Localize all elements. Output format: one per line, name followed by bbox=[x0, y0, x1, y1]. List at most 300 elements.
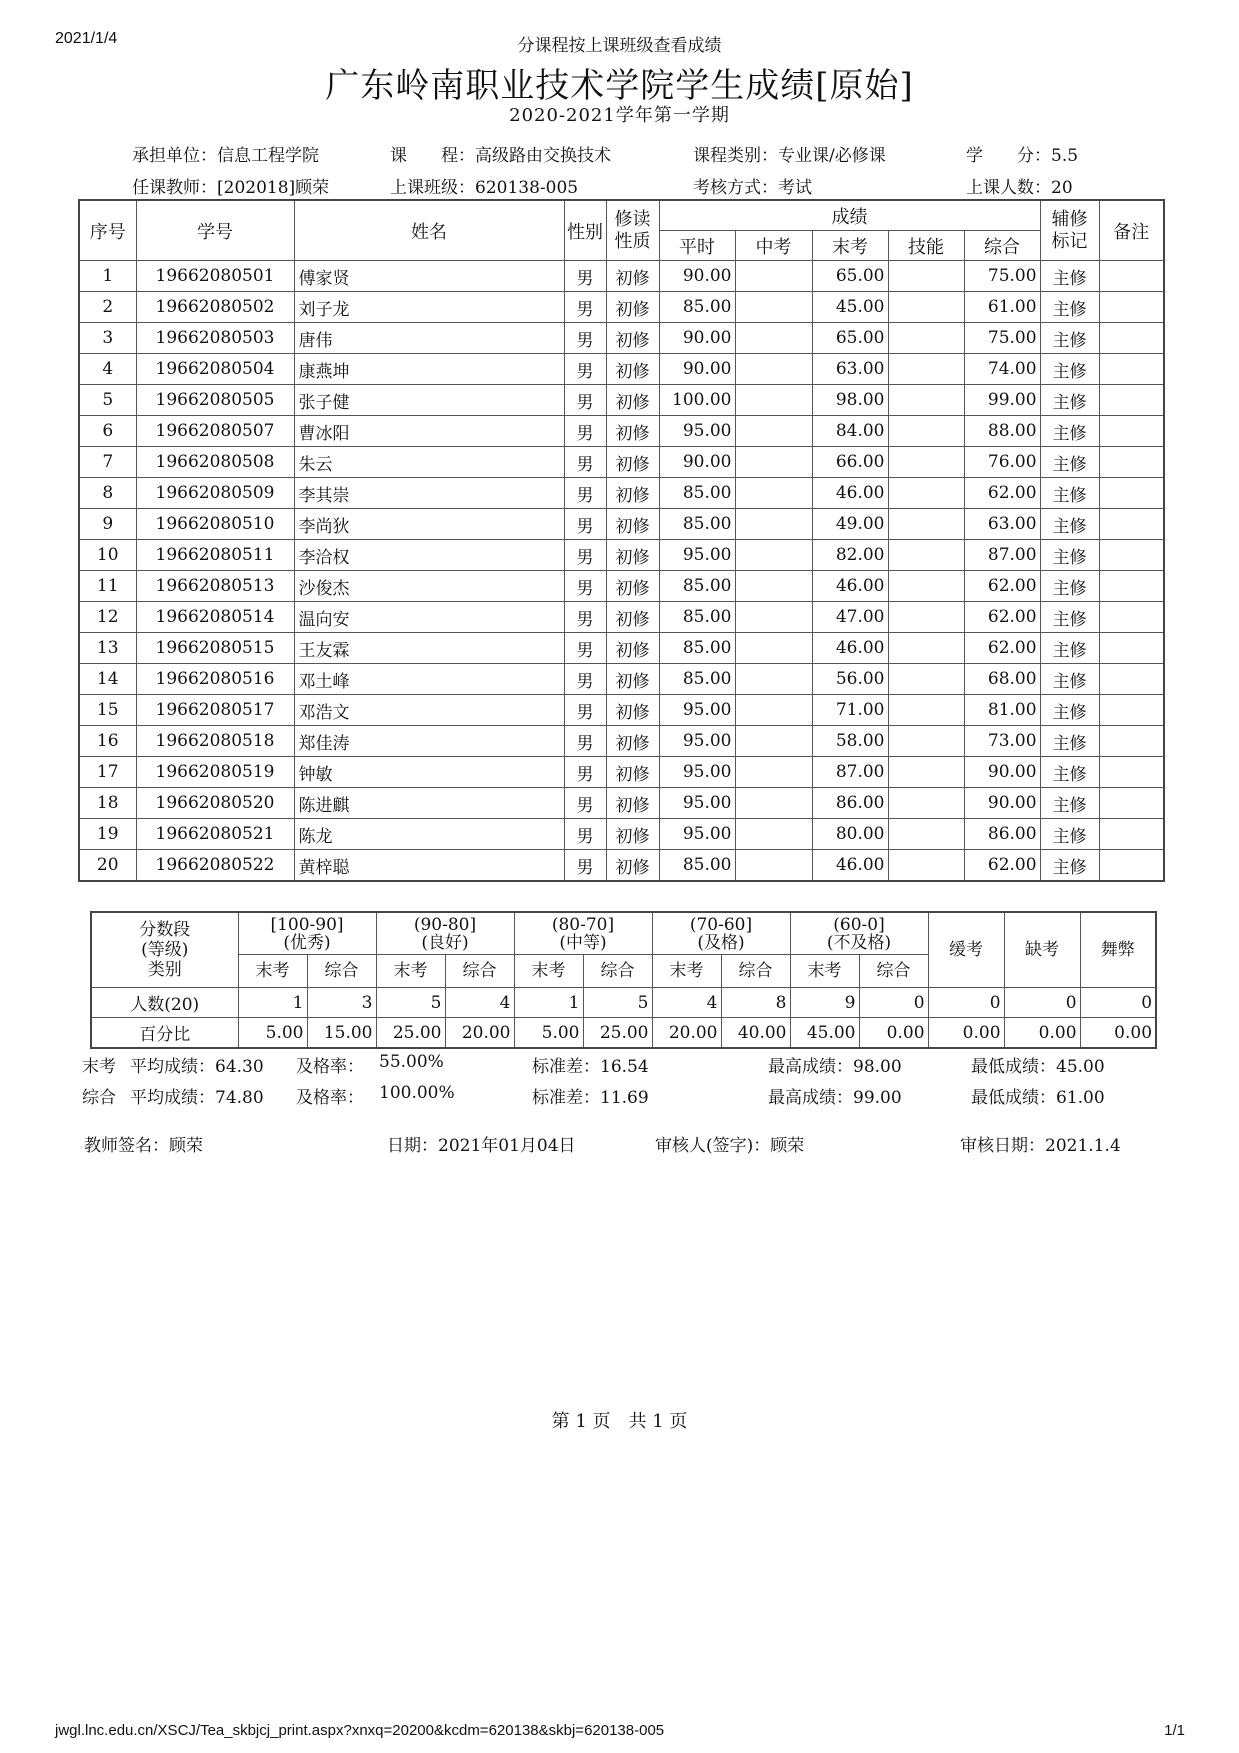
count-cell: 0 bbox=[1004, 988, 1080, 1018]
cell-mid bbox=[735, 540, 812, 571]
table-row bbox=[79, 323, 1164, 354]
cell-nature: 初修 bbox=[606, 416, 659, 447]
cell-remark bbox=[1099, 416, 1164, 447]
count-cell: 5 bbox=[376, 988, 445, 1018]
col-absent: 缺考 bbox=[1004, 912, 1080, 988]
cell-mid bbox=[735, 726, 812, 757]
cell-total: 74.00 bbox=[964, 354, 1040, 385]
cell-usual: 90.00 bbox=[659, 354, 735, 385]
cell-total: 68.00 bbox=[964, 664, 1040, 695]
table-row bbox=[79, 292, 1164, 323]
cell-student-id: 19662080507 bbox=[136, 416, 294, 447]
cell-final: 71.00 bbox=[812, 695, 888, 726]
cell-name: 康燕坤 bbox=[294, 354, 564, 385]
cell-gender: 男 bbox=[564, 788, 606, 819]
audit-date: 审核日期：2021.1.4 bbox=[960, 1136, 1121, 1156]
cell-student-id: 19662080509 bbox=[136, 478, 294, 509]
cell-total: 99.00 bbox=[964, 385, 1040, 416]
count-cell: 4 bbox=[445, 988, 514, 1018]
cell-minor: 主修 bbox=[1040, 323, 1099, 354]
cell-name: 沙俊杰 bbox=[294, 571, 564, 602]
total-max: 最高成绩：99.00 bbox=[768, 1088, 902, 1108]
table-row bbox=[79, 664, 1164, 695]
cell-mid bbox=[735, 850, 812, 882]
cell-mid bbox=[735, 695, 812, 726]
percent-cell: 40.00 bbox=[721, 1018, 790, 1049]
info-credit-label: 学 分： bbox=[966, 146, 1051, 166]
total-label: 综合 bbox=[82, 1088, 116, 1108]
cell-nature: 初修 bbox=[606, 478, 659, 509]
cell-mid bbox=[735, 323, 812, 354]
cell-usual: 85.00 bbox=[659, 478, 735, 509]
cell-usual: 85.00 bbox=[659, 633, 735, 664]
cell-minor: 主修 bbox=[1040, 757, 1099, 788]
cell-student-id: 19662080511 bbox=[136, 540, 294, 571]
cell-mid bbox=[735, 633, 812, 664]
cell-minor: 主修 bbox=[1040, 509, 1099, 540]
final-min: 最低成绩：45.00 bbox=[971, 1057, 1105, 1077]
cell-remark bbox=[1099, 540, 1164, 571]
cell-total: 62.00 bbox=[964, 850, 1040, 882]
cell-name: 李其崇 bbox=[294, 478, 564, 509]
total-pass-rate: 100.00% bbox=[379, 1083, 455, 1103]
cell-gender: 男 bbox=[564, 695, 606, 726]
cell-seq: 6 bbox=[79, 416, 136, 447]
cell-final: 46.00 bbox=[812, 633, 888, 664]
cell-name: 邓浩文 bbox=[294, 695, 564, 726]
cell-final: 58.00 bbox=[812, 726, 888, 757]
info-teacher: 任课教师：[202018]顾荣 bbox=[132, 178, 330, 198]
teacher-signature: 教师签名：顾荣 bbox=[84, 1136, 203, 1156]
cell-name: 陈龙 bbox=[294, 819, 564, 850]
cell-name: 王友霖 bbox=[294, 633, 564, 664]
cell-mid bbox=[735, 602, 812, 633]
cell-total: 87.00 bbox=[964, 540, 1040, 571]
cell-skill bbox=[888, 509, 964, 540]
cell-final: 46.00 bbox=[812, 478, 888, 509]
cell-final: 46.00 bbox=[812, 571, 888, 602]
cell-seq: 4 bbox=[79, 354, 136, 385]
percent-cell: 5.00 bbox=[238, 1018, 307, 1049]
table-row bbox=[79, 447, 1164, 478]
cell-usual: 85.00 bbox=[659, 602, 735, 633]
cell-student-id: 19662080505 bbox=[136, 385, 294, 416]
cell-total: 63.00 bbox=[964, 509, 1040, 540]
cell-minor: 主修 bbox=[1040, 416, 1099, 447]
final-max: 最高成绩：98.00 bbox=[768, 1057, 902, 1077]
cell-minor: 主修 bbox=[1040, 478, 1099, 509]
sub-final: 末考 bbox=[652, 955, 721, 988]
cell-final: 87.00 bbox=[812, 757, 888, 788]
print-header-title: 分课程按上课班级查看成绩 bbox=[517, 36, 722, 55]
cell-mid bbox=[735, 447, 812, 478]
cell-student-id: 19662080504 bbox=[136, 354, 294, 385]
cell-student-id: 19662080501 bbox=[136, 261, 294, 292]
cell-remark bbox=[1099, 292, 1164, 323]
cell-mid bbox=[735, 261, 812, 292]
sign-date: 日期：2021年01月04日 bbox=[387, 1136, 576, 1156]
table-row bbox=[79, 695, 1164, 726]
col-minor: 辅修 标记 bbox=[1040, 200, 1099, 261]
cell-seq: 11 bbox=[79, 571, 136, 602]
sub-final: 末考 bbox=[376, 955, 445, 988]
table-row bbox=[79, 385, 1164, 416]
table-row bbox=[79, 509, 1164, 540]
cell-skill bbox=[888, 819, 964, 850]
col-mid: 中考 bbox=[735, 231, 812, 261]
cell-final: 63.00 bbox=[812, 354, 888, 385]
cell-seq: 13 bbox=[79, 633, 136, 664]
cell-mid bbox=[735, 354, 812, 385]
cell-student-id: 19662080516 bbox=[136, 664, 294, 695]
cell-remark bbox=[1099, 509, 1164, 540]
cell-minor: 主修 bbox=[1040, 850, 1099, 882]
total-min: 最低成绩：61.00 bbox=[971, 1088, 1105, 1108]
cell-nature: 初修 bbox=[606, 819, 659, 850]
cell-skill bbox=[888, 571, 964, 602]
cell-nature: 初修 bbox=[606, 354, 659, 385]
col-usual: 平时 bbox=[659, 231, 735, 261]
cell-seq: 19 bbox=[79, 819, 136, 850]
band-pass: (70-60] (及格) bbox=[652, 912, 790, 955]
cell-skill bbox=[888, 850, 964, 882]
cell-remark bbox=[1099, 261, 1164, 292]
count-cell: 5 bbox=[583, 988, 652, 1018]
cell-nature: 初修 bbox=[606, 757, 659, 788]
cell-total: 76.00 bbox=[964, 447, 1040, 478]
cell-seq: 7 bbox=[79, 447, 136, 478]
info-class: 上课班级：620138-005 bbox=[390, 178, 579, 198]
total-average: 平均成绩：74.80 bbox=[130, 1088, 264, 1108]
cell-final: 46.00 bbox=[812, 850, 888, 882]
sub-total: 综合 bbox=[721, 955, 790, 988]
cell-final: 65.00 bbox=[812, 323, 888, 354]
page-number: 第 1 页 共 1 页 bbox=[551, 1411, 688, 1432]
col-gender: 性别 bbox=[564, 200, 606, 261]
cell-remark bbox=[1099, 788, 1164, 819]
cell-name: 钟敏 bbox=[294, 757, 564, 788]
cell-remark bbox=[1099, 819, 1164, 850]
cell-nature: 初修 bbox=[606, 323, 659, 354]
cell-seq: 3 bbox=[79, 323, 136, 354]
col-score-group: 成绩 bbox=[659, 200, 1040, 231]
table-row bbox=[79, 819, 1164, 850]
cell-minor: 主修 bbox=[1040, 819, 1099, 850]
cell-skill bbox=[888, 447, 964, 478]
cell-remark bbox=[1099, 478, 1164, 509]
cell-seq: 1 bbox=[79, 261, 136, 292]
cell-mid bbox=[735, 819, 812, 850]
cell-student-id: 19662080510 bbox=[136, 509, 294, 540]
cell-gender: 男 bbox=[564, 385, 606, 416]
cell-mid bbox=[735, 509, 812, 540]
final-label: 末考 bbox=[82, 1057, 116, 1077]
band-good: (90-80] (良好) bbox=[376, 912, 514, 955]
cell-nature: 初修 bbox=[606, 695, 659, 726]
cell-remark bbox=[1099, 664, 1164, 695]
cell-total: 75.00 bbox=[964, 323, 1040, 354]
print-date: 2021/1/4 bbox=[55, 30, 118, 47]
cell-usual: 85.00 bbox=[659, 571, 735, 602]
cell-mid bbox=[735, 478, 812, 509]
cell-usual: 90.00 bbox=[659, 323, 735, 354]
col-student-id: 学号 bbox=[136, 200, 294, 261]
cell-name: 朱云 bbox=[294, 447, 564, 478]
col-total: 综合 bbox=[964, 231, 1040, 261]
cell-usual: 90.00 bbox=[659, 447, 735, 478]
cell-final: 84.00 bbox=[812, 416, 888, 447]
cell-nature: 初修 bbox=[606, 540, 659, 571]
info-unit: 承担单位：信息工程学院 bbox=[132, 146, 319, 166]
table-row bbox=[79, 602, 1164, 633]
percent-cell: 5.00 bbox=[514, 1018, 583, 1049]
grade-rows bbox=[79, 261, 1164, 882]
cell-student-id: 19662080518 bbox=[136, 726, 294, 757]
cell-final: 65.00 bbox=[812, 261, 888, 292]
info-category: 课程类别：专业课/必修课 bbox=[693, 146, 886, 166]
count-cell: 1 bbox=[238, 988, 307, 1018]
cell-student-id: 19662080514 bbox=[136, 602, 294, 633]
cell-skill bbox=[888, 354, 964, 385]
percent-cell: 0.00 bbox=[1004, 1018, 1080, 1049]
stats-corner: 分数段 (等级) 类别 bbox=[91, 912, 238, 988]
term: 2020-2021学年第一学期 bbox=[509, 105, 730, 126]
cell-total: 62.00 bbox=[964, 478, 1040, 509]
cell-nature: 初修 bbox=[606, 447, 659, 478]
cell-mid bbox=[735, 416, 812, 447]
cell-seq: 2 bbox=[79, 292, 136, 323]
cell-gender: 男 bbox=[564, 509, 606, 540]
table-row bbox=[79, 850, 1164, 882]
cell-nature: 初修 bbox=[606, 571, 659, 602]
col-deferred: 缓考 bbox=[928, 912, 1004, 988]
info-count: 上课人数：20 bbox=[966, 178, 1073, 198]
cell-seq: 12 bbox=[79, 602, 136, 633]
cell-usual: 85.00 bbox=[659, 292, 735, 323]
cell-minor: 主修 bbox=[1040, 633, 1099, 664]
cell-final: 47.00 bbox=[812, 602, 888, 633]
table-row bbox=[79, 261, 1164, 292]
table-row bbox=[79, 571, 1164, 602]
cell-seq: 5 bbox=[79, 385, 136, 416]
cell-skill bbox=[888, 664, 964, 695]
col-remark: 备注 bbox=[1099, 200, 1164, 261]
cell-student-id: 19662080519 bbox=[136, 757, 294, 788]
cell-name: 温向安 bbox=[294, 602, 564, 633]
cell-gender: 男 bbox=[564, 261, 606, 292]
cell-usual: 95.00 bbox=[659, 695, 735, 726]
cell-name: 张子健 bbox=[294, 385, 564, 416]
count-cell: 1 bbox=[514, 988, 583, 1018]
info-credit-value: 5.5 bbox=[1051, 146, 1079, 166]
info-course bbox=[390, 141, 611, 166]
cell-nature: 初修 bbox=[606, 292, 659, 323]
cell-skill bbox=[888, 540, 964, 571]
cell-nature: 初修 bbox=[606, 633, 659, 664]
cell-skill bbox=[888, 788, 964, 819]
cell-minor: 主修 bbox=[1040, 602, 1099, 633]
cell-name: 刘子龙 bbox=[294, 292, 564, 323]
sub-total: 综合 bbox=[307, 955, 376, 988]
cell-usual: 85.00 bbox=[659, 664, 735, 695]
table-row bbox=[79, 540, 1164, 571]
sub-final: 末考 bbox=[238, 955, 307, 988]
band-fail: (60-0] (不及格) bbox=[790, 912, 928, 955]
col-cheat: 舞弊 bbox=[1080, 912, 1156, 988]
cell-final: 98.00 bbox=[812, 385, 888, 416]
cell-usual: 95.00 bbox=[659, 540, 735, 571]
cell-student-id: 19662080515 bbox=[136, 633, 294, 664]
band-excellent: [100-90] (优秀) bbox=[238, 912, 376, 955]
info-course-value: 高级路由交换技术 bbox=[475, 146, 611, 166]
cell-final: 86.00 bbox=[812, 788, 888, 819]
count-cell: 4 bbox=[652, 988, 721, 1018]
cell-skill bbox=[888, 695, 964, 726]
cell-remark bbox=[1099, 695, 1164, 726]
percent-cell: 25.00 bbox=[376, 1018, 445, 1049]
cell-minor: 主修 bbox=[1040, 540, 1099, 571]
cell-mid bbox=[735, 292, 812, 323]
cell-total: 62.00 bbox=[964, 571, 1040, 602]
cell-final: 66.00 bbox=[812, 447, 888, 478]
cell-nature: 初修 bbox=[606, 726, 659, 757]
cell-seq: 15 bbox=[79, 695, 136, 726]
cell-seq: 8 bbox=[79, 478, 136, 509]
cell-remark bbox=[1099, 633, 1164, 664]
col-skill: 技能 bbox=[888, 231, 964, 261]
final-average: 平均成绩：64.30 bbox=[130, 1057, 264, 1077]
cell-final: 45.00 bbox=[812, 292, 888, 323]
cell-final: 56.00 bbox=[812, 664, 888, 695]
cell-usual: 100.00 bbox=[659, 385, 735, 416]
cell-remark bbox=[1099, 757, 1164, 788]
table-row bbox=[79, 726, 1164, 757]
cell-usual: 90.00 bbox=[659, 261, 735, 292]
cell-nature: 初修 bbox=[606, 602, 659, 633]
count-cell: 9 bbox=[790, 988, 859, 1018]
cell-name: 曹冰阳 bbox=[294, 416, 564, 447]
sub-final: 末考 bbox=[514, 955, 583, 988]
cell-total: 61.00 bbox=[964, 292, 1040, 323]
cell-name: 李洽权 bbox=[294, 540, 564, 571]
cell-total: 62.00 bbox=[964, 602, 1040, 633]
cell-usual: 85.00 bbox=[659, 850, 735, 882]
cell-skill bbox=[888, 757, 964, 788]
total-pass-label: 及格率： bbox=[296, 1088, 364, 1108]
cell-gender: 男 bbox=[564, 447, 606, 478]
info-credit bbox=[966, 141, 1078, 166]
sub-final: 末考 bbox=[790, 955, 859, 988]
count-cell: 3 bbox=[307, 988, 376, 1018]
sub-total: 综合 bbox=[445, 955, 514, 988]
cell-seq: 16 bbox=[79, 726, 136, 757]
table-row bbox=[79, 788, 1164, 819]
cell-name: 傅家贤 bbox=[294, 261, 564, 292]
cell-remark bbox=[1099, 726, 1164, 757]
cell-mid bbox=[735, 757, 812, 788]
cell-skill bbox=[888, 726, 964, 757]
cell-gender: 男 bbox=[564, 602, 606, 633]
cell-usual: 95.00 bbox=[659, 416, 735, 447]
cell-skill bbox=[888, 292, 964, 323]
info-course-label: 课 程： bbox=[390, 146, 475, 166]
cell-remark bbox=[1099, 354, 1164, 385]
cell-gender: 男 bbox=[564, 633, 606, 664]
cell-gender: 男 bbox=[564, 571, 606, 602]
score-distribution-table bbox=[90, 911, 1157, 1049]
cell-gender: 男 bbox=[564, 478, 606, 509]
cell-skill bbox=[888, 478, 964, 509]
cell-gender: 男 bbox=[564, 757, 606, 788]
cell-minor: 主修 bbox=[1040, 788, 1099, 819]
cell-final: 80.00 bbox=[812, 819, 888, 850]
cell-minor: 主修 bbox=[1040, 664, 1099, 695]
cell-gender: 男 bbox=[564, 416, 606, 447]
cell-skill bbox=[888, 633, 964, 664]
cell-remark bbox=[1099, 447, 1164, 478]
final-pass-rate: 55.00% bbox=[379, 1052, 444, 1072]
cell-student-id: 19662080522 bbox=[136, 850, 294, 882]
count-cell: 0 bbox=[1080, 988, 1156, 1018]
percent-cell: 45.00 bbox=[790, 1018, 859, 1049]
cell-gender: 男 bbox=[564, 664, 606, 695]
footer-url[interactable]: jwgl.lnc.edu.cn/XSCJ/Tea_skbjcj_print.aspx?xnxq=20200&kcdm=620138&skbj=620138-005 bbox=[55, 1722, 665, 1739]
count-row bbox=[91, 988, 1156, 1018]
cell-student-id: 19662080513 bbox=[136, 571, 294, 602]
cell-name: 邓土峰 bbox=[294, 664, 564, 695]
cell-gender: 男 bbox=[564, 726, 606, 757]
cell-minor: 主修 bbox=[1040, 385, 1099, 416]
cell-student-id: 19662080521 bbox=[136, 819, 294, 850]
cell-minor: 主修 bbox=[1040, 447, 1099, 478]
cell-student-id: 19662080520 bbox=[136, 788, 294, 819]
percent-row bbox=[91, 1018, 1156, 1049]
cell-seq: 18 bbox=[79, 788, 136, 819]
cell-total: 90.00 bbox=[964, 788, 1040, 819]
col-nature: 修读 性质 bbox=[606, 200, 659, 261]
cell-remark bbox=[1099, 323, 1164, 354]
col-name: 姓名 bbox=[294, 200, 564, 261]
cell-name: 唐伟 bbox=[294, 323, 564, 354]
band-medium: (80-70] (中等) bbox=[514, 912, 652, 955]
cell-usual: 95.00 bbox=[659, 726, 735, 757]
col-seq: 序号 bbox=[79, 200, 136, 261]
cell-nature: 初修 bbox=[606, 664, 659, 695]
cell-seq: 20 bbox=[79, 850, 136, 882]
percent-cell: 0.00 bbox=[1080, 1018, 1156, 1049]
cell-total: 75.00 bbox=[964, 261, 1040, 292]
percent-cell: 0.00 bbox=[928, 1018, 1004, 1049]
table-row bbox=[79, 757, 1164, 788]
percent-label: 百分比 bbox=[91, 1018, 238, 1049]
cell-student-id: 19662080503 bbox=[136, 323, 294, 354]
cell-total: 86.00 bbox=[964, 819, 1040, 850]
cell-seq: 9 bbox=[79, 509, 136, 540]
final-pass-label: 及格率： bbox=[296, 1057, 364, 1077]
cell-total: 62.00 bbox=[964, 633, 1040, 664]
cell-nature: 初修 bbox=[606, 509, 659, 540]
cell-mid bbox=[735, 385, 812, 416]
cell-remark bbox=[1099, 571, 1164, 602]
cell-skill bbox=[888, 323, 964, 354]
cell-name: 陈进麒 bbox=[294, 788, 564, 819]
count-cell: 0 bbox=[859, 988, 928, 1018]
cell-student-id: 19662080508 bbox=[136, 447, 294, 478]
percent-cell: 20.00 bbox=[652, 1018, 721, 1049]
cell-remark bbox=[1099, 850, 1164, 882]
cell-gender: 男 bbox=[564, 354, 606, 385]
cell-seq: 17 bbox=[79, 757, 136, 788]
